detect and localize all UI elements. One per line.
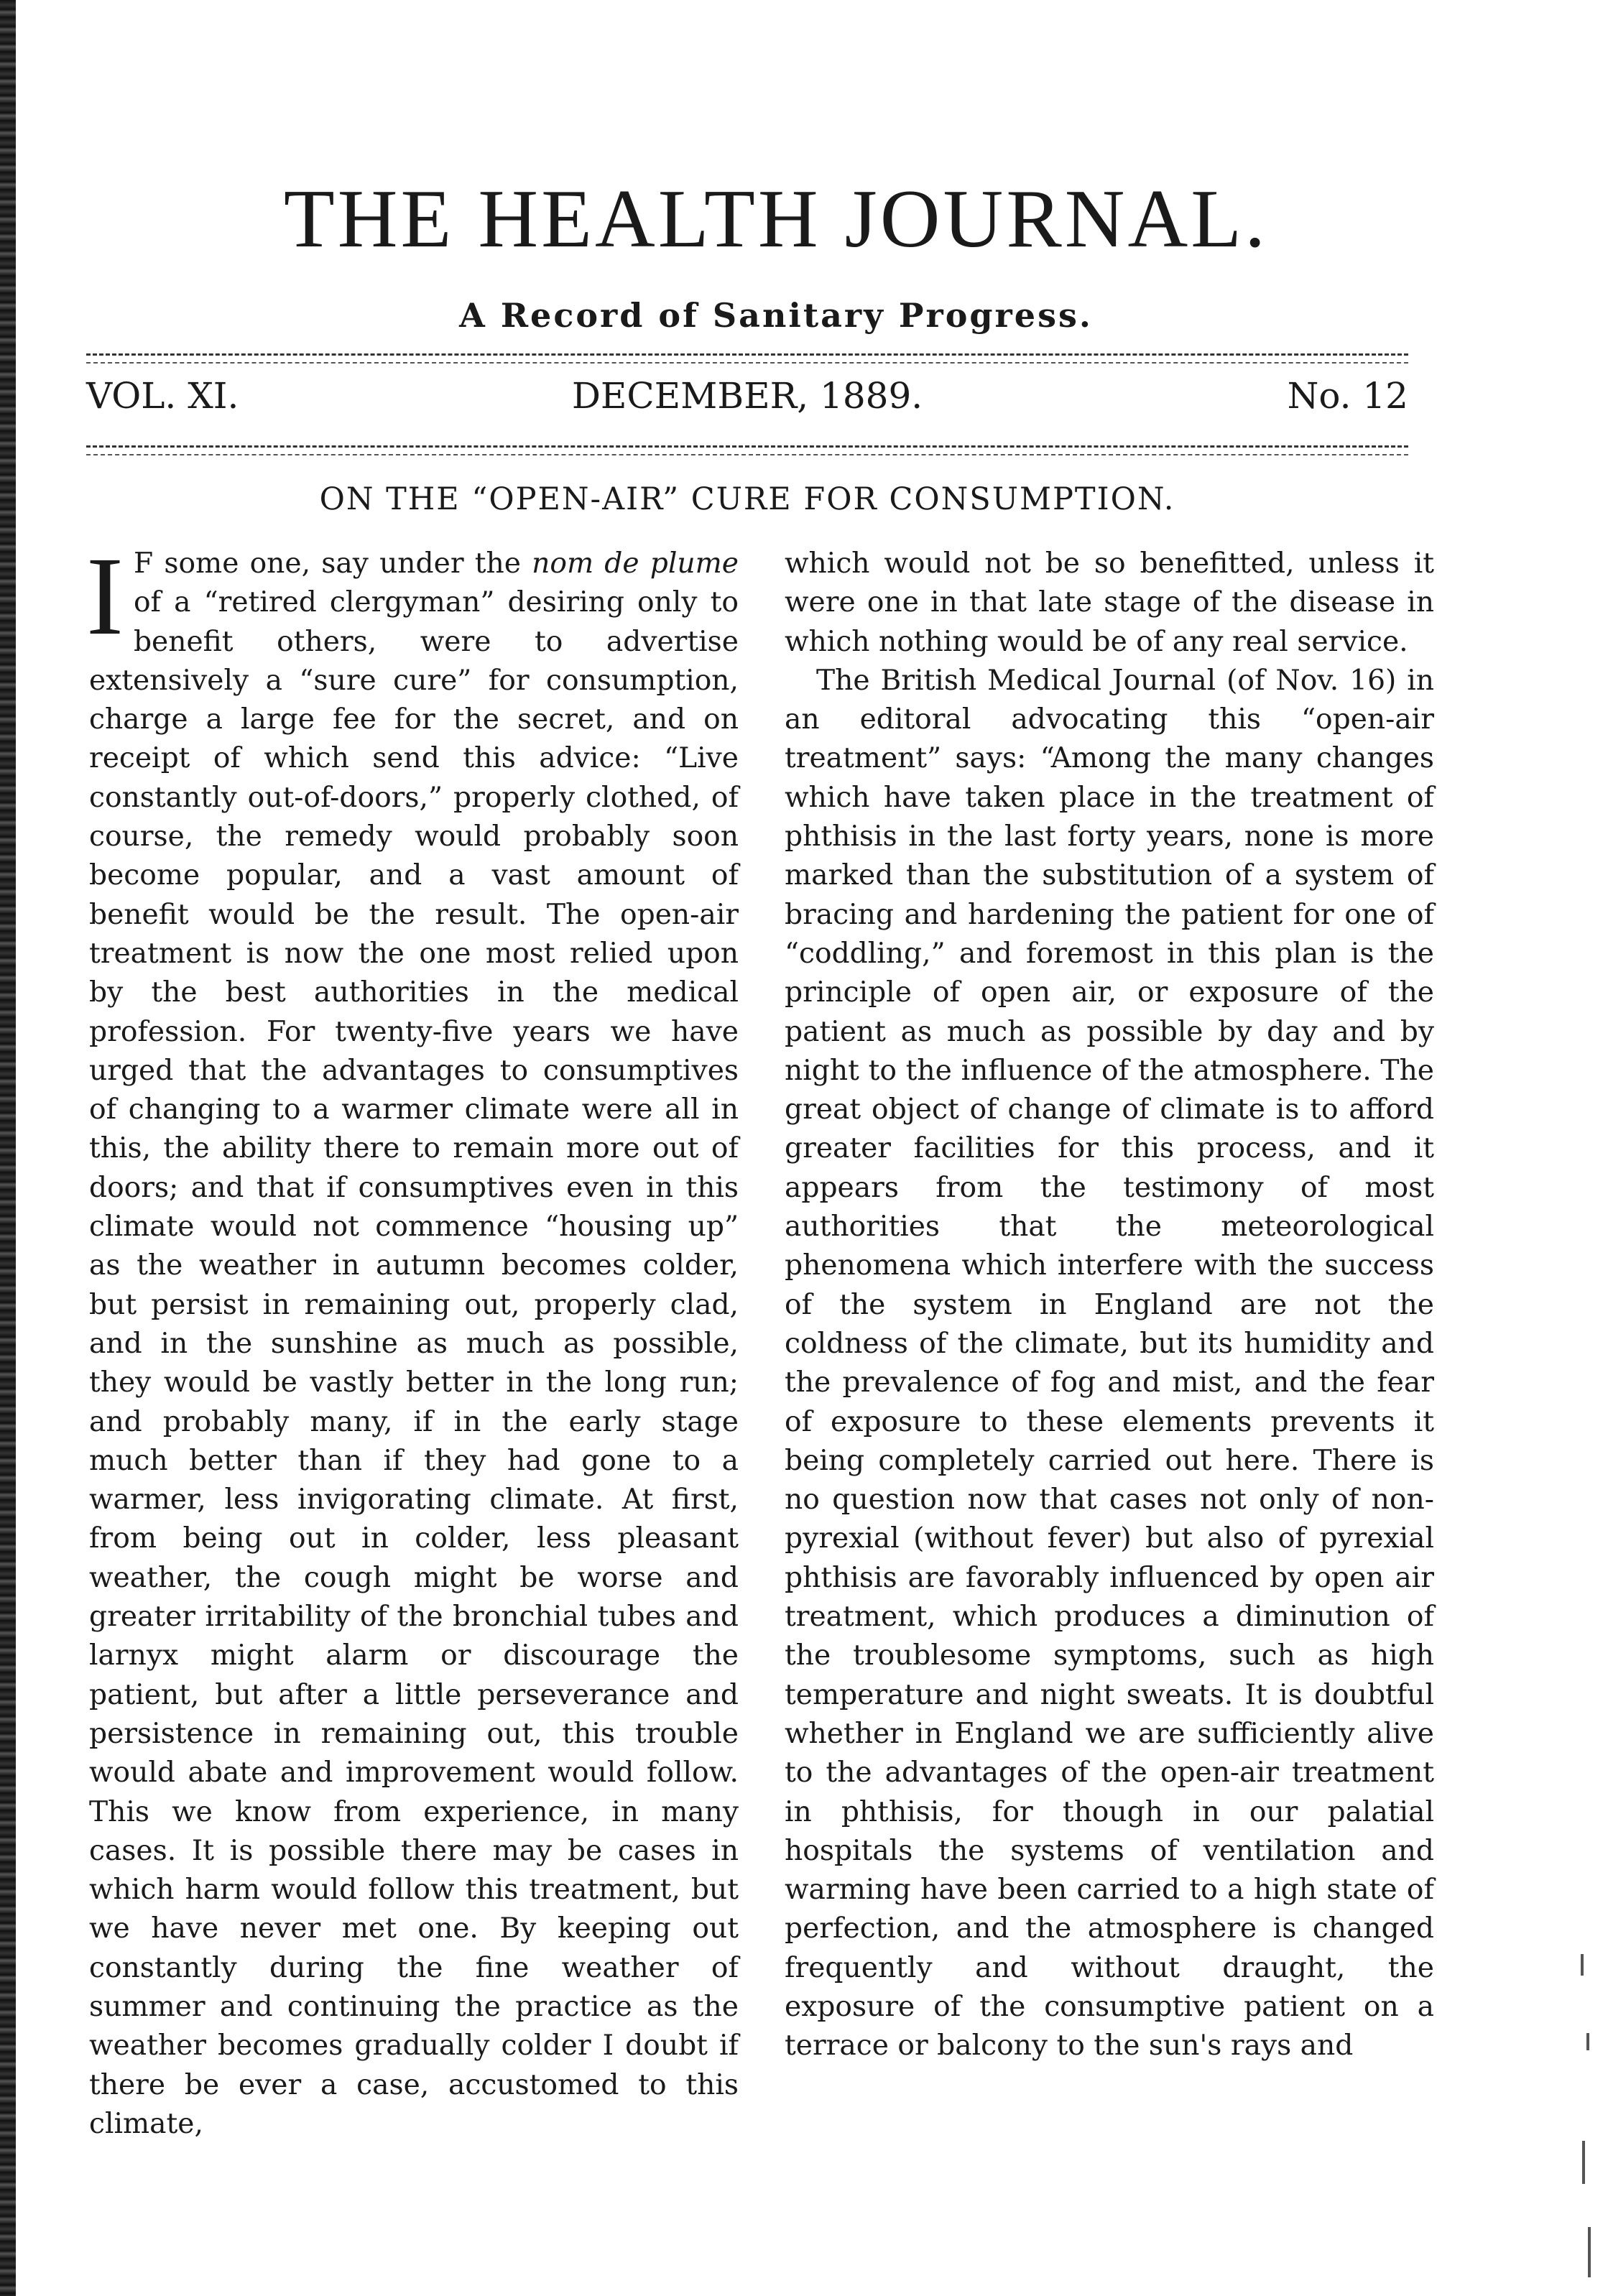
paragraph-text: of a “retired clergyman” desiring only to benefit others, were to advertise extensively a “sure cure” for consumption, charge a large fee for the secret, and on receipt of which send this advice: “Live constantly out-of-doors,” properly clothed, of course, the remedy would probably soon become popular, and a vast amount of benefit would be the result. The open-air treatment is now the one most relied upon by the best authorities in the medical profession. For twenty-five years we have urged that the advantages to consumptives of changing to a warmer climate were all in this, the ability there to remain more out of doors; and that if consumptives even in this climate would not commence “housing up” as the weather in autumn becomes colder, but persist in remaining out, properly clad, and in the sunshine as much as possible, they would be vastly better in the long run; and probably many, if in the early stage much better than if they had gone to a warmer, less invigorating climate. At first, from being out in colder, less pleasant weather, the cough might be worse and greater irritability of the bronchial tubes and larnyx might alarm or discourage the patient, but after a little perseverance and persistence in remaining out, this trouble would abate and improvement would follow. This we know from experience, in many cases. It is possible there may be cases in which harm would follow this treatment, but we have never met one. By keeping out constantly during the fine weather of summer and continuing the practice as the weather becomes gradually colder I doubt if there be ever a case, accustomed to this climate,	[89, 586, 739, 2140]
header-rule-top	[86, 353, 1408, 364]
article-paragraph: The British Medical Journal (of Nov. 16) in an editoral advocating this “open-air treatment” says: “Among the many changes which have taken place in the treatment of phthisis in the last forty years, none is more marked than the substitution of a system of bracing and hardening the patient for one of “coddling,” and foremost in this plan is the principle of open air, or exposure of the patient as much as possible by day and by night to the influence of the atmosphere. The great object of change of climate is to afford greater facilities for this process, and it appears from the testimony of most authorities that the meteorological phenomena which interfere with the success of the system in England are not the coldness of the climate, but its humidity and the prevalence of fog and mist, and the fear of exposure to these elements prevents it being completely carried out here. There is no question now that cases not only of non-pyrexial (without fever) but also of pyrexial phthisis are favorably influenced by open air treatment, which produces a diminution of the troublesome symptoms, such as high temperature and night sweats. It is doubtful whether in England we are sufficiently alive to the advantages of the open-air treatment in phthisis, for though in our palatial hospitals the systems of ventilation and warming have been carried to a high state of perfection, and the atmosphere is changed frequently and without draught, the exposure of the consumptive patient on a terrace or balcony to the sun's rays and	[785, 664, 1434, 2063]
issue-date: DECEMBER, 1889.	[571, 375, 923, 417]
paragraph-text: F some one, say under the	[133, 547, 532, 580]
article-paragraph: which would not be so benefitted, unless it were one in that late stage of the disease in which nothing would be of any real service.	[785, 547, 1434, 658]
article-column-right	[785, 545, 1434, 2066]
article-column-left	[86, 534, 739, 2144]
header-rule-bottom	[86, 445, 1408, 455]
volume-label: VOL. XI.	[86, 375, 239, 417]
margin-specks	[1578, 1925, 1599, 2285]
issue-line	[86, 375, 1408, 418]
journal-subtitle: A Record of Sanitary Progress.	[459, 296, 1093, 335]
article-paragraph	[86, 534, 739, 2144]
journal-title: THE HEALTH JOURNAL.	[283, 173, 1269, 265]
issue-number: No. 12	[1287, 375, 1408, 417]
article-title: ON THE “OPEN-AIR” CURE FOR CONSUMPTION.	[319, 481, 1175, 517]
drop-cap: I	[86, 534, 124, 658]
italic-phrase: nom de plume	[532, 547, 739, 580]
binding-edge	[0, 0, 16, 2296]
